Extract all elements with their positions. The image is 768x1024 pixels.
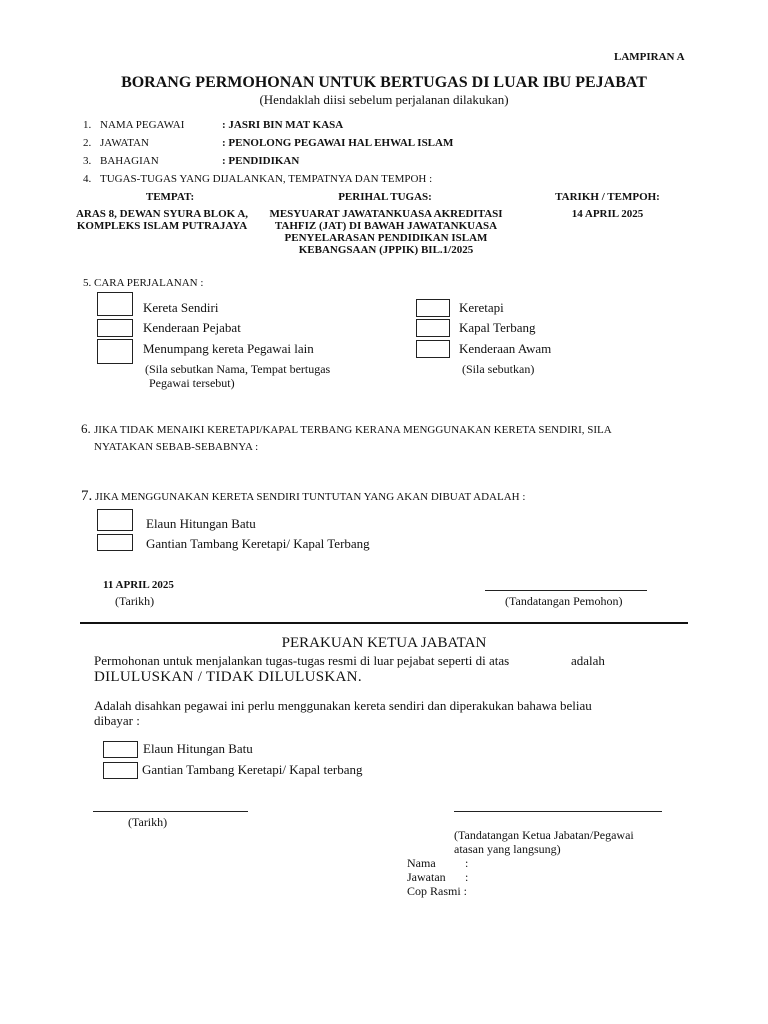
endorse-date-line xyxy=(93,811,248,812)
note-public-transport: (Sila sebutkan) xyxy=(462,362,535,376)
note-ride-line-1: (Sila sebutkan Nama, Tempat bertugas xyxy=(145,362,331,376)
checkbox-own-car[interactable] xyxy=(97,292,133,316)
form-subtitle: (Hendaklah diisi sebelum perjalanan dilakukan) xyxy=(259,92,509,107)
checkbox-office-vehicle[interactable] xyxy=(97,319,133,337)
col-header-task: PERIHAL TUGAS: xyxy=(338,191,432,203)
field-num-4: 4. xyxy=(83,173,92,185)
meta-stamp-label: Cop Rasmi : xyxy=(407,884,468,898)
option-own-car: Kereta Sendiri xyxy=(143,300,219,315)
meta-name-sep: : xyxy=(465,856,469,870)
checkbox-mileage-allowance[interactable] xyxy=(97,509,133,531)
checkbox-endorse-mileage[interactable] xyxy=(103,741,138,758)
col-header-place: TEMPAT: xyxy=(145,191,195,203)
field-num-2: 2. xyxy=(83,137,92,149)
option-mileage-allowance: Elaun Hitungan Batu xyxy=(146,516,256,531)
form-title: BORANG PERMOHONAN UNTUK BERTUGAS DI LUAR IBU PEJABAT xyxy=(121,74,647,91)
section6-num: 6. xyxy=(81,421,91,436)
section5-title: 5. CARA PERJALANAN : xyxy=(83,277,204,289)
section7-text: JIKA MENGGUNAKAN KERETA SENDIRI TUNTUTAN YANG AKAN DIBUAT ADALAH : xyxy=(95,491,526,503)
place-line-1: ARAS 8, DEWAN SYURA BLOK A, xyxy=(75,208,249,220)
endorsement-line-1: Permohonan untuk menjalankan tugas-tugas resmi di luar pejabat seperti di atas xyxy=(94,653,510,668)
task-line-1: MESYUARAT JAWATANKUASA AKREDITASI xyxy=(269,208,503,220)
endorsement-para-line-1: Adalah disahkan pegawai ini perlu menggunakan kereta sendiri dan diperakukan bahawa beliau xyxy=(94,698,592,713)
note-ride-line-2: Pegawai tersebut) xyxy=(149,376,235,390)
section6-line-2: NYATAKAN SEBAB-SEBABNYA : xyxy=(94,441,259,453)
option-ride-with-officer: Menumpang kereta Pegawai lain xyxy=(143,341,314,356)
task-line-4: KEBANGSAAN (JPPIK) BIL.1/2025 xyxy=(298,244,474,256)
field-label-name: NAMA PEGAWAI xyxy=(100,119,185,131)
checkbox-airplane[interactable] xyxy=(416,319,450,337)
field-value-name: : JASRI BIN MAT KASA xyxy=(222,119,344,131)
meta-position-sep: : xyxy=(465,870,469,884)
applicant-date-value: 11 APRIL 2025 xyxy=(103,579,174,591)
section6-line-1: JIKA TIDAK MENAIKI KERETAPI/KAPAL TERBANG KERANA MENGGUNAKAN KERETA SENDIRI, SILA xyxy=(94,424,612,436)
meta-name-label: Nama xyxy=(407,856,436,870)
endorse-date-label: (Tarikh) xyxy=(128,815,168,829)
checkbox-fare-replacement[interactable] xyxy=(97,534,133,551)
field-num-3: 3. xyxy=(83,155,92,167)
option-public-transport: Kenderaan Awam xyxy=(459,341,552,356)
section-divider xyxy=(80,622,688,624)
task-line-2: TAHFIZ (JAT) DI BAWAH JAWATANKUASA xyxy=(274,220,498,232)
option-airplane: Kapal Terbang xyxy=(459,320,536,335)
place-line-2: KOMPLEKS ISLAM PUTRAJAYA xyxy=(76,220,248,232)
col-header-date: TARIKH / TEMPOH: xyxy=(555,191,660,203)
endorse-signature-label-2: atasan yang langsung) xyxy=(454,842,561,856)
field-label-duties: TUGAS-TUGAS YANG DIJALANKAN, TEMPATNYA DAN TEMPOH : xyxy=(100,173,433,185)
field-label-position: JAWATAN xyxy=(100,137,149,149)
endorsement-para-line-2: dibayar : xyxy=(94,713,140,728)
duty-date: 14 APRIL 2025 xyxy=(571,208,644,220)
option-endorse-fare: Gantian Tambang Keretapi/ Kapal terbang xyxy=(142,762,363,777)
field-num-1: 1. xyxy=(83,119,92,131)
option-endorse-mileage: Elaun Hitungan Batu xyxy=(143,741,253,756)
field-label-division: BAHAGIAN xyxy=(100,155,159,167)
field-value-division: : PENDIDIKAN xyxy=(222,155,300,167)
option-office-vehicle: Kenderaan Pejabat xyxy=(143,320,241,335)
meta-position-label: Jawatan xyxy=(407,870,446,884)
endorse-signature-label-1: (Tandatangan Ketua Jabatan/Pegawai xyxy=(454,828,634,842)
endorsement-title: PERAKUAN KETUA JABATAN xyxy=(281,635,487,651)
checkbox-endorse-fare[interactable] xyxy=(103,762,138,779)
option-fare-replacement: Gantian Tambang Keretapi/ Kapal Terbang xyxy=(146,536,370,551)
checkbox-public-transport[interactable] xyxy=(416,340,450,358)
option-train: Keretapi xyxy=(459,300,504,315)
applicant-signature-line xyxy=(485,590,647,591)
endorsement-line-1-end: adalah xyxy=(571,653,605,668)
section7-num: 7. xyxy=(81,488,93,504)
field-value-position: : PENOLONG PEGAWAI HAL EHWAL ISLAM xyxy=(222,137,454,149)
applicant-signature-label: (Tandatangan Pemohon) xyxy=(505,594,623,608)
checkbox-train[interactable] xyxy=(416,299,450,317)
checkbox-ride-with-officer[interactable] xyxy=(97,339,133,364)
applicant-date-label: (Tarikh) xyxy=(115,594,155,608)
task-line-3: PENYELARASAN PENDIDIKAN ISLAM xyxy=(284,232,488,244)
endorsement-decision: DILULUSKAN / TIDAK DILULUSKAN. xyxy=(94,669,362,685)
appendix-label: LAMPIRAN A xyxy=(614,51,685,63)
endorse-signature-line xyxy=(454,811,662,812)
